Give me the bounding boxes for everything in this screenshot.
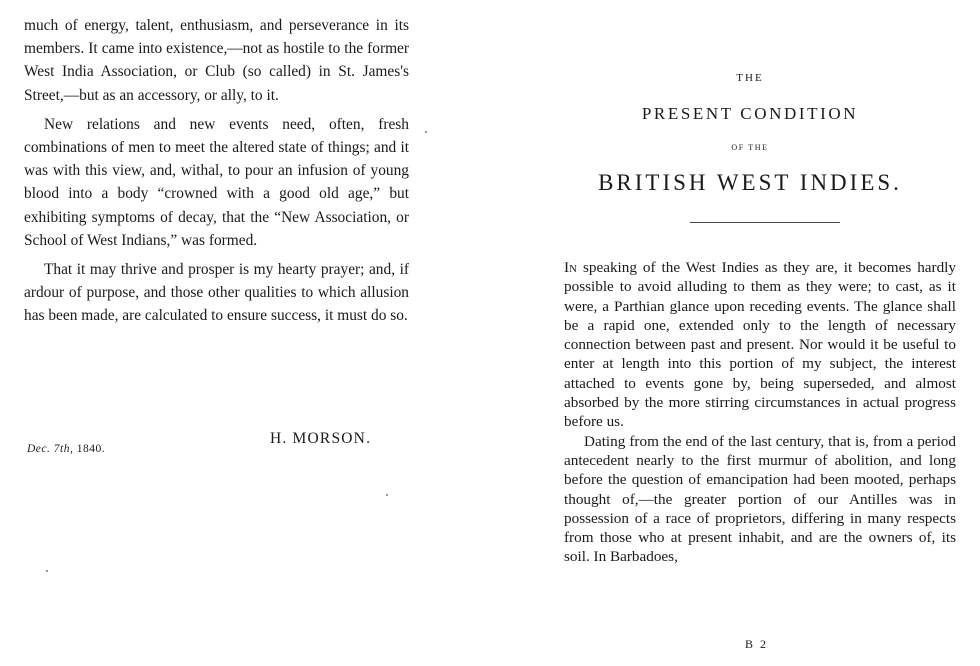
- title-the: THE: [736, 72, 764, 84]
- title-british-west-indies: BRITISH WEST INDIES.: [598, 170, 902, 195]
- dateline: [27, 443, 105, 455]
- left-paragraph-1: much of energy, talent, enthusiasm, and perseverance in its members. It came into existence,—not as hostile to the former West India Association, or Club (so called) in St. James's Street,—but as an accessory, or ally, to it.: [24, 17, 409, 104]
- right-page: [490, 0, 980, 666]
- left-page-text: [24, 14, 409, 328]
- title-present-condition: PRESENT CONDITION: [641, 104, 859, 123]
- title-of-the: OF THE: [731, 143, 769, 152]
- right-page-text: [564, 258, 956, 567]
- left-paragraph-2: New relations and new events need, often, fresh combinations of men to meet the altered state of things; and it was with this view, and, withal, to pour an infusion of young blood into a body “crowned with a good old age,” but exhibiting symptoms of decay, that the “New Association, or School of West Indians,” was formed.: [24, 115, 409, 249]
- title-rule: [690, 222, 840, 223]
- right-paragraph-2: Dating from the end of the last century, that is, from a period antecedent nearly to the first murmur of abolition, and long before the question of emancipation had been mooted, perhaps thought of,—the greater portion of our Antilles was in possession of a race of proprietors, differing in many respects from those who at present inhabit, and are the owners of, its soil. In Barbadoes,: [564, 432, 956, 566]
- drop-lead-word: In: [564, 259, 578, 276]
- left-paragraph-3: That it may thrive and prosper is my hearty prayer; and, if ardour of purpose, and those other qualities to which allusion has been made, are calculated to ensure success, it must do so.: [24, 261, 409, 325]
- paper-speck: [46, 570, 48, 572]
- signature-mark: B 2: [745, 637, 769, 651]
- paper-speck: [386, 494, 388, 496]
- author-signature: H. MORSON.: [270, 430, 372, 447]
- paper-speck: [425, 131, 427, 133]
- right-paragraph-1-body: speaking of the West Indies as they are, it becomes hardly possible to avoid alluding to them as they were; to cast, as it were, a Parthian glance upon receding events. The glance shall be a rapid one, extended only to the length of necessary connection between past and present. Nor would it be useful to enter at length into this portion of my subject, the interest attached to events gone by, being superseded, and almost absorbed by the more stirring circumstances in actual progress before us.: [564, 259, 956, 431]
- date-year: 1840.: [76, 443, 106, 455]
- right-paragraph-1: [564, 258, 956, 432]
- date-month-day: Dec. 7th,: [27, 443, 74, 455]
